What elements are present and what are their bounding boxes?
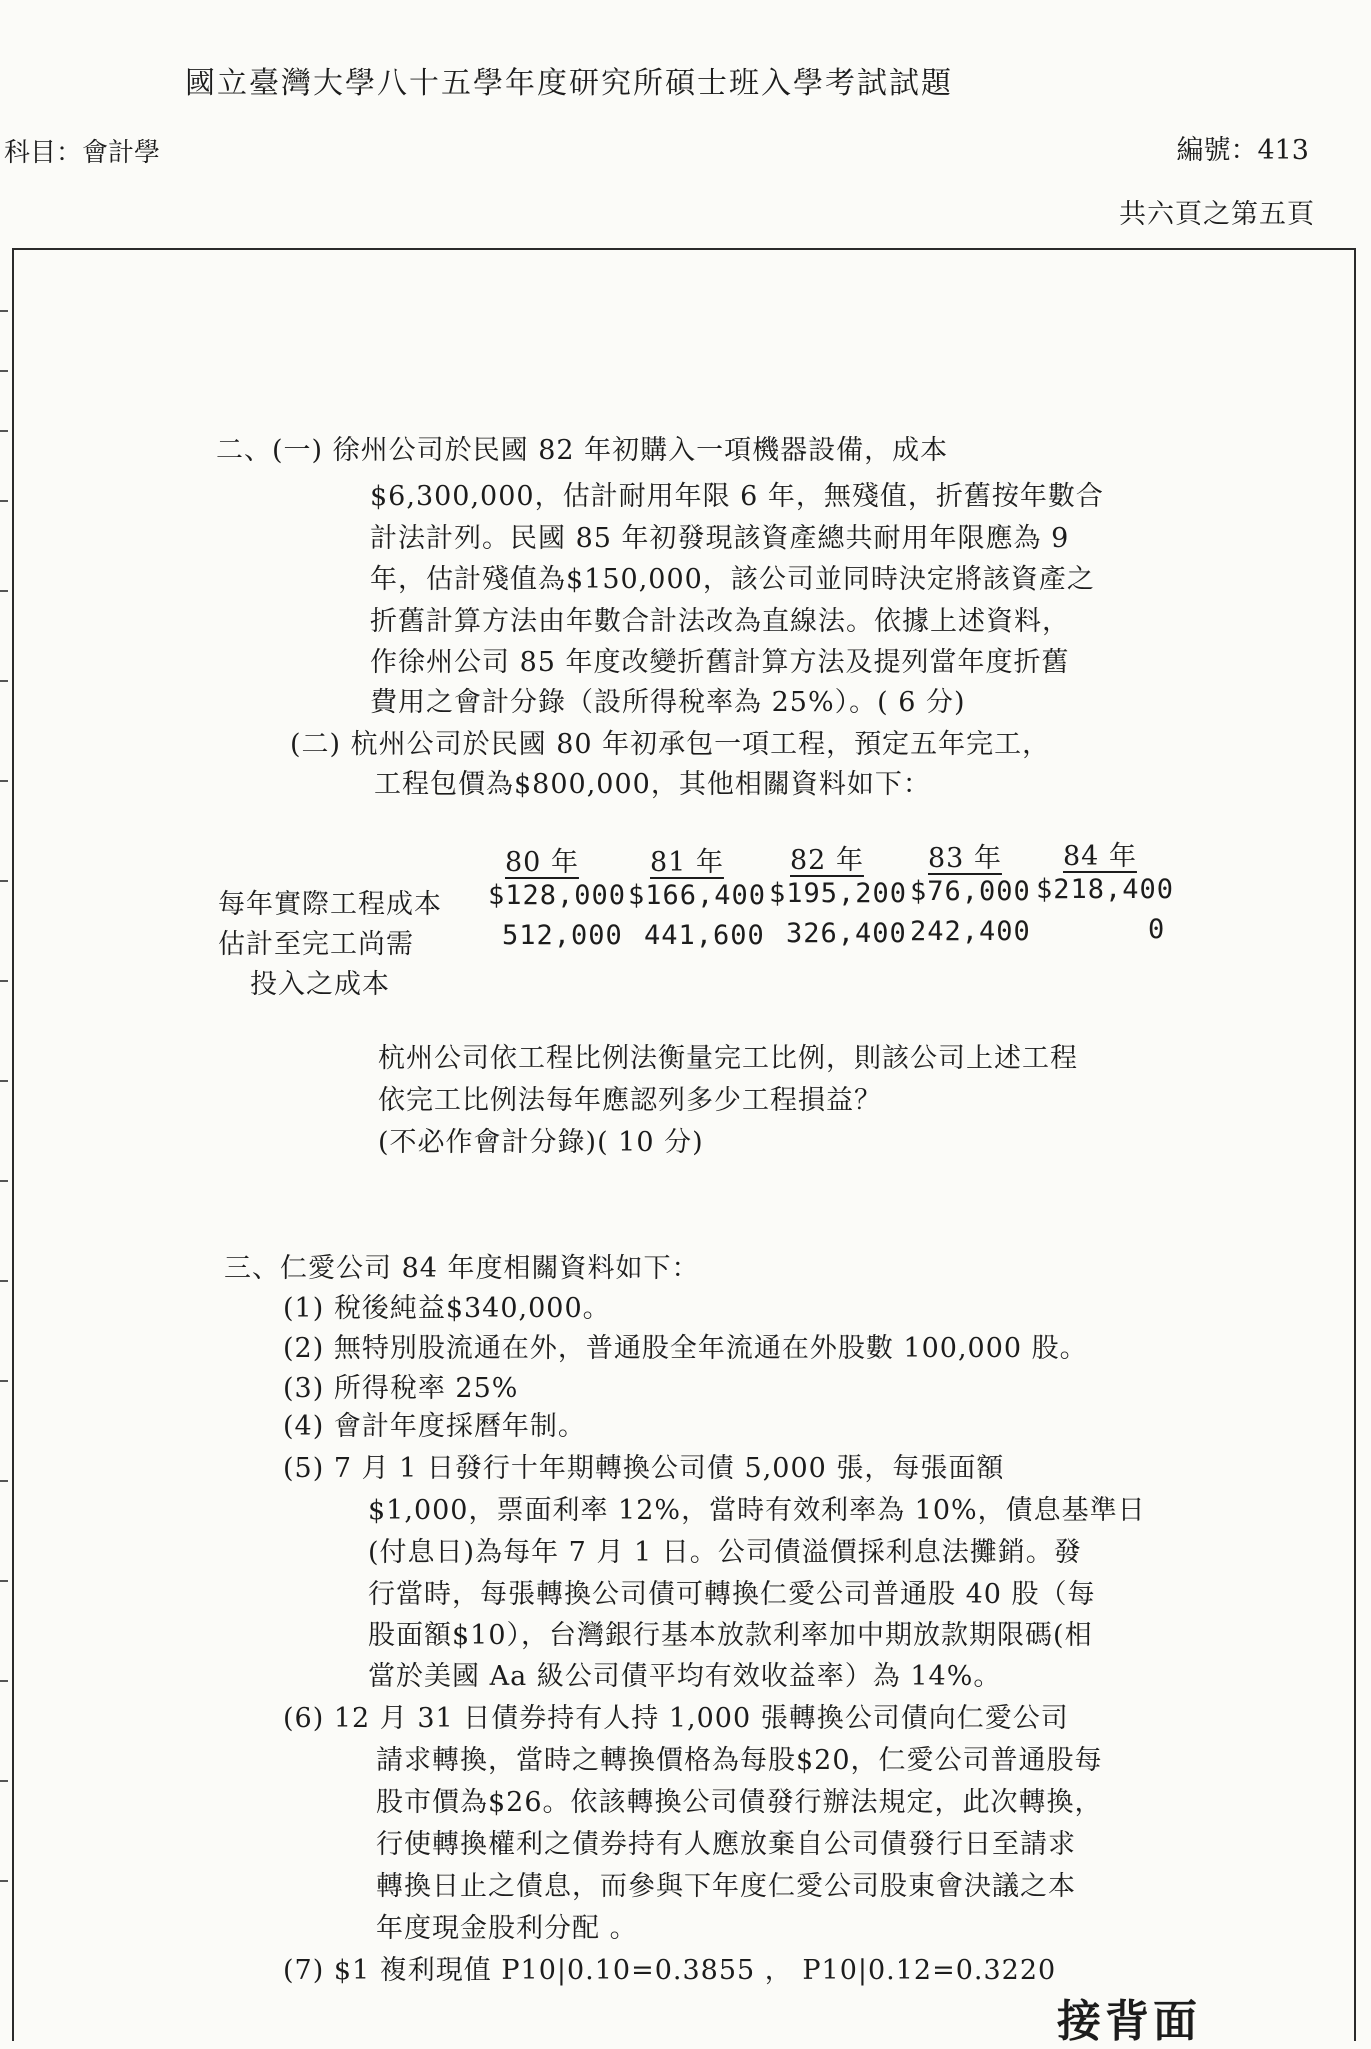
page-info: 共六頁之第五頁 bbox=[1119, 199, 1315, 230]
q3-item6-line: 請求轉換，當時之轉換價格為每股$20，仁愛公司普通股每 bbox=[376, 1745, 1103, 1776]
margin-tick bbox=[0, 1680, 8, 1682]
q3-item: (7) $1 複利現值 P10|0.10=0.3855 ， P10|0.12=0.3220 bbox=[283, 1955, 1057, 1986]
margin-tick bbox=[0, 370, 8, 372]
table-year-header: 81 年 bbox=[650, 847, 724, 878]
q2-part1-line: $6,300,000，估計耐用年限 6 年，無殘值，折舊按年數合 bbox=[370, 481, 1104, 512]
q3-item6-line: 年度現金股利分配 。 bbox=[376, 1913, 638, 1944]
table-year-header: 83 年 bbox=[928, 843, 1002, 874]
q3-item5-line: 當於美國 Aa 級公司債平均有效收益率）為 14%。 bbox=[368, 1661, 1002, 1692]
margin-tick bbox=[0, 980, 8, 982]
q2-part1-line: 作徐州公司 85 年度改變折舊計算方法及提列當年度折舊 bbox=[370, 647, 1070, 678]
q3-item6-line: 行使轉換權利之債券持有人應放棄自公司債發行日至請求 bbox=[376, 1829, 1076, 1860]
subject-label: 科目：會計學 bbox=[4, 138, 161, 168]
q2-part1-line: 費用之會計分錄（設所得稅率為 25%）。( 6 分) bbox=[370, 687, 966, 718]
exam-title: 國立臺灣大學八十五學年度研究所碩士班入學考試試題 bbox=[185, 66, 953, 101]
q3-item5-line: $1,000，票面利率 12%，當時有效利率為 10%，債息基準日 bbox=[368, 1495, 1146, 1526]
margin-tick bbox=[0, 1280, 8, 1282]
table-cell: 0 bbox=[1148, 914, 1166, 945]
margin-tick bbox=[0, 500, 8, 502]
q3-item6-line: 股市價為$26。依該轉換公司債發行辦法規定，此次轉換， bbox=[376, 1787, 1103, 1818]
margin-tick bbox=[0, 430, 8, 432]
table-cell: $166,400 bbox=[628, 880, 767, 911]
q3-item: (2) 無特別股流通在外，普通股全年流通在外股數 100,000 股。 bbox=[283, 1333, 1088, 1364]
table-row-label: 每年實際工程成本 bbox=[218, 889, 442, 920]
table-year-header: 82 年 bbox=[790, 845, 864, 876]
q3-intro: 三、仁愛公司 84 年度相關資料如下： bbox=[224, 1253, 700, 1284]
q3-item: (3) 所得稅率 25% bbox=[283, 1373, 519, 1404]
margin-tick bbox=[0, 1180, 8, 1182]
turn-over-note: 接背面 bbox=[1057, 1996, 1201, 2047]
table-cell: 512,000 bbox=[502, 920, 623, 951]
q2-part2-line: 工程包價為$800,000，其他相關資料如下： bbox=[374, 769, 931, 800]
margin-tick bbox=[0, 310, 8, 312]
q2-part1-line: 折舊計算方法由年數合計法改為直線法。依據上述資料， bbox=[370, 606, 1070, 637]
margin-tick bbox=[0, 1080, 8, 1082]
margin-tick bbox=[0, 1580, 8, 1582]
q2-part1-line: 年，估計殘值為$150,000，該公司並同時決定將該資產之 bbox=[370, 564, 1095, 595]
margin-tick bbox=[0, 780, 8, 782]
q2-part2-question: (不必作會計分錄)( 10 分) bbox=[378, 1127, 704, 1158]
margin-tick bbox=[0, 590, 8, 592]
q3-item5-line: (付息日)為每年 7 月 1 日。公司債溢價採利息法攤銷。發 bbox=[368, 1537, 1082, 1568]
table-cell: 441,600 bbox=[644, 920, 765, 951]
q3-item5-line: 股面額$10），台灣銀行基本放款利率加中期放款期限碼(相 bbox=[368, 1620, 1093, 1651]
margin-tick bbox=[0, 1380, 8, 1382]
q2-part2-question: 依完工比例法每年應認列多少工程損益？ bbox=[378, 1085, 882, 1116]
table-cell: $218,400 bbox=[1036, 874, 1175, 905]
table-cell: $128,000 bbox=[488, 880, 627, 911]
table-row-label: 投入之成本 bbox=[250, 969, 390, 1000]
table-cell: $195,200 bbox=[769, 878, 908, 909]
margin-tick bbox=[0, 1480, 8, 1482]
q3-item5-line: 行當時，每張轉換公司債可轉換仁愛公司普通股 40 股（每 bbox=[368, 1579, 1096, 1610]
q2-part1-line: 二、(一) 徐州公司於民國 82 年初購入一項機器設備，成本 bbox=[216, 435, 949, 466]
margin-tick bbox=[0, 1780, 8, 1782]
table-year-header: 80 年 bbox=[505, 847, 579, 878]
q2-part2-line: (二) 杭州公司於民國 80 年初承包一項工程，預定五年完工， bbox=[290, 729, 1051, 760]
q2-part1-line: 計法計列。民國 85 年初發現該資產總共耐用年限應為 9 bbox=[370, 523, 1070, 554]
margin-tick bbox=[0, 880, 8, 882]
table-cell: 326,400 bbox=[786, 918, 907, 949]
q3-item: (4) 會計年度採曆年制。 bbox=[283, 1411, 586, 1442]
q2-part2-question: 杭州公司依工程比例法衡量完工比例，則該公司上述工程 bbox=[378, 1043, 1078, 1074]
table-cell: $76,000 bbox=[910, 876, 1031, 907]
table-cell: 242,400 bbox=[910, 916, 1031, 947]
table-row-label: 估計至完工尚需 bbox=[218, 929, 414, 960]
margin-tick bbox=[0, 1880, 8, 1882]
margin-tick bbox=[0, 680, 8, 682]
q3-item: (1) 稅後純益$340,000。 bbox=[283, 1293, 611, 1324]
q3-item6-line: 轉換日止之債息，而參與下年度仁愛公司股東會決議之本 bbox=[376, 1871, 1076, 1902]
exam-code: 編號：413 bbox=[1176, 135, 1309, 166]
table-year-header: 84 年 bbox=[1063, 841, 1137, 872]
q3-item: (5) 7 月 1 日發行十年期轉換公司債 5,000 張，每張面額 bbox=[283, 1453, 1005, 1484]
q3-item: (6) 12 月 31 日債券持有人持 1,000 張轉換公司債向仁愛公司 bbox=[283, 1703, 1069, 1734]
